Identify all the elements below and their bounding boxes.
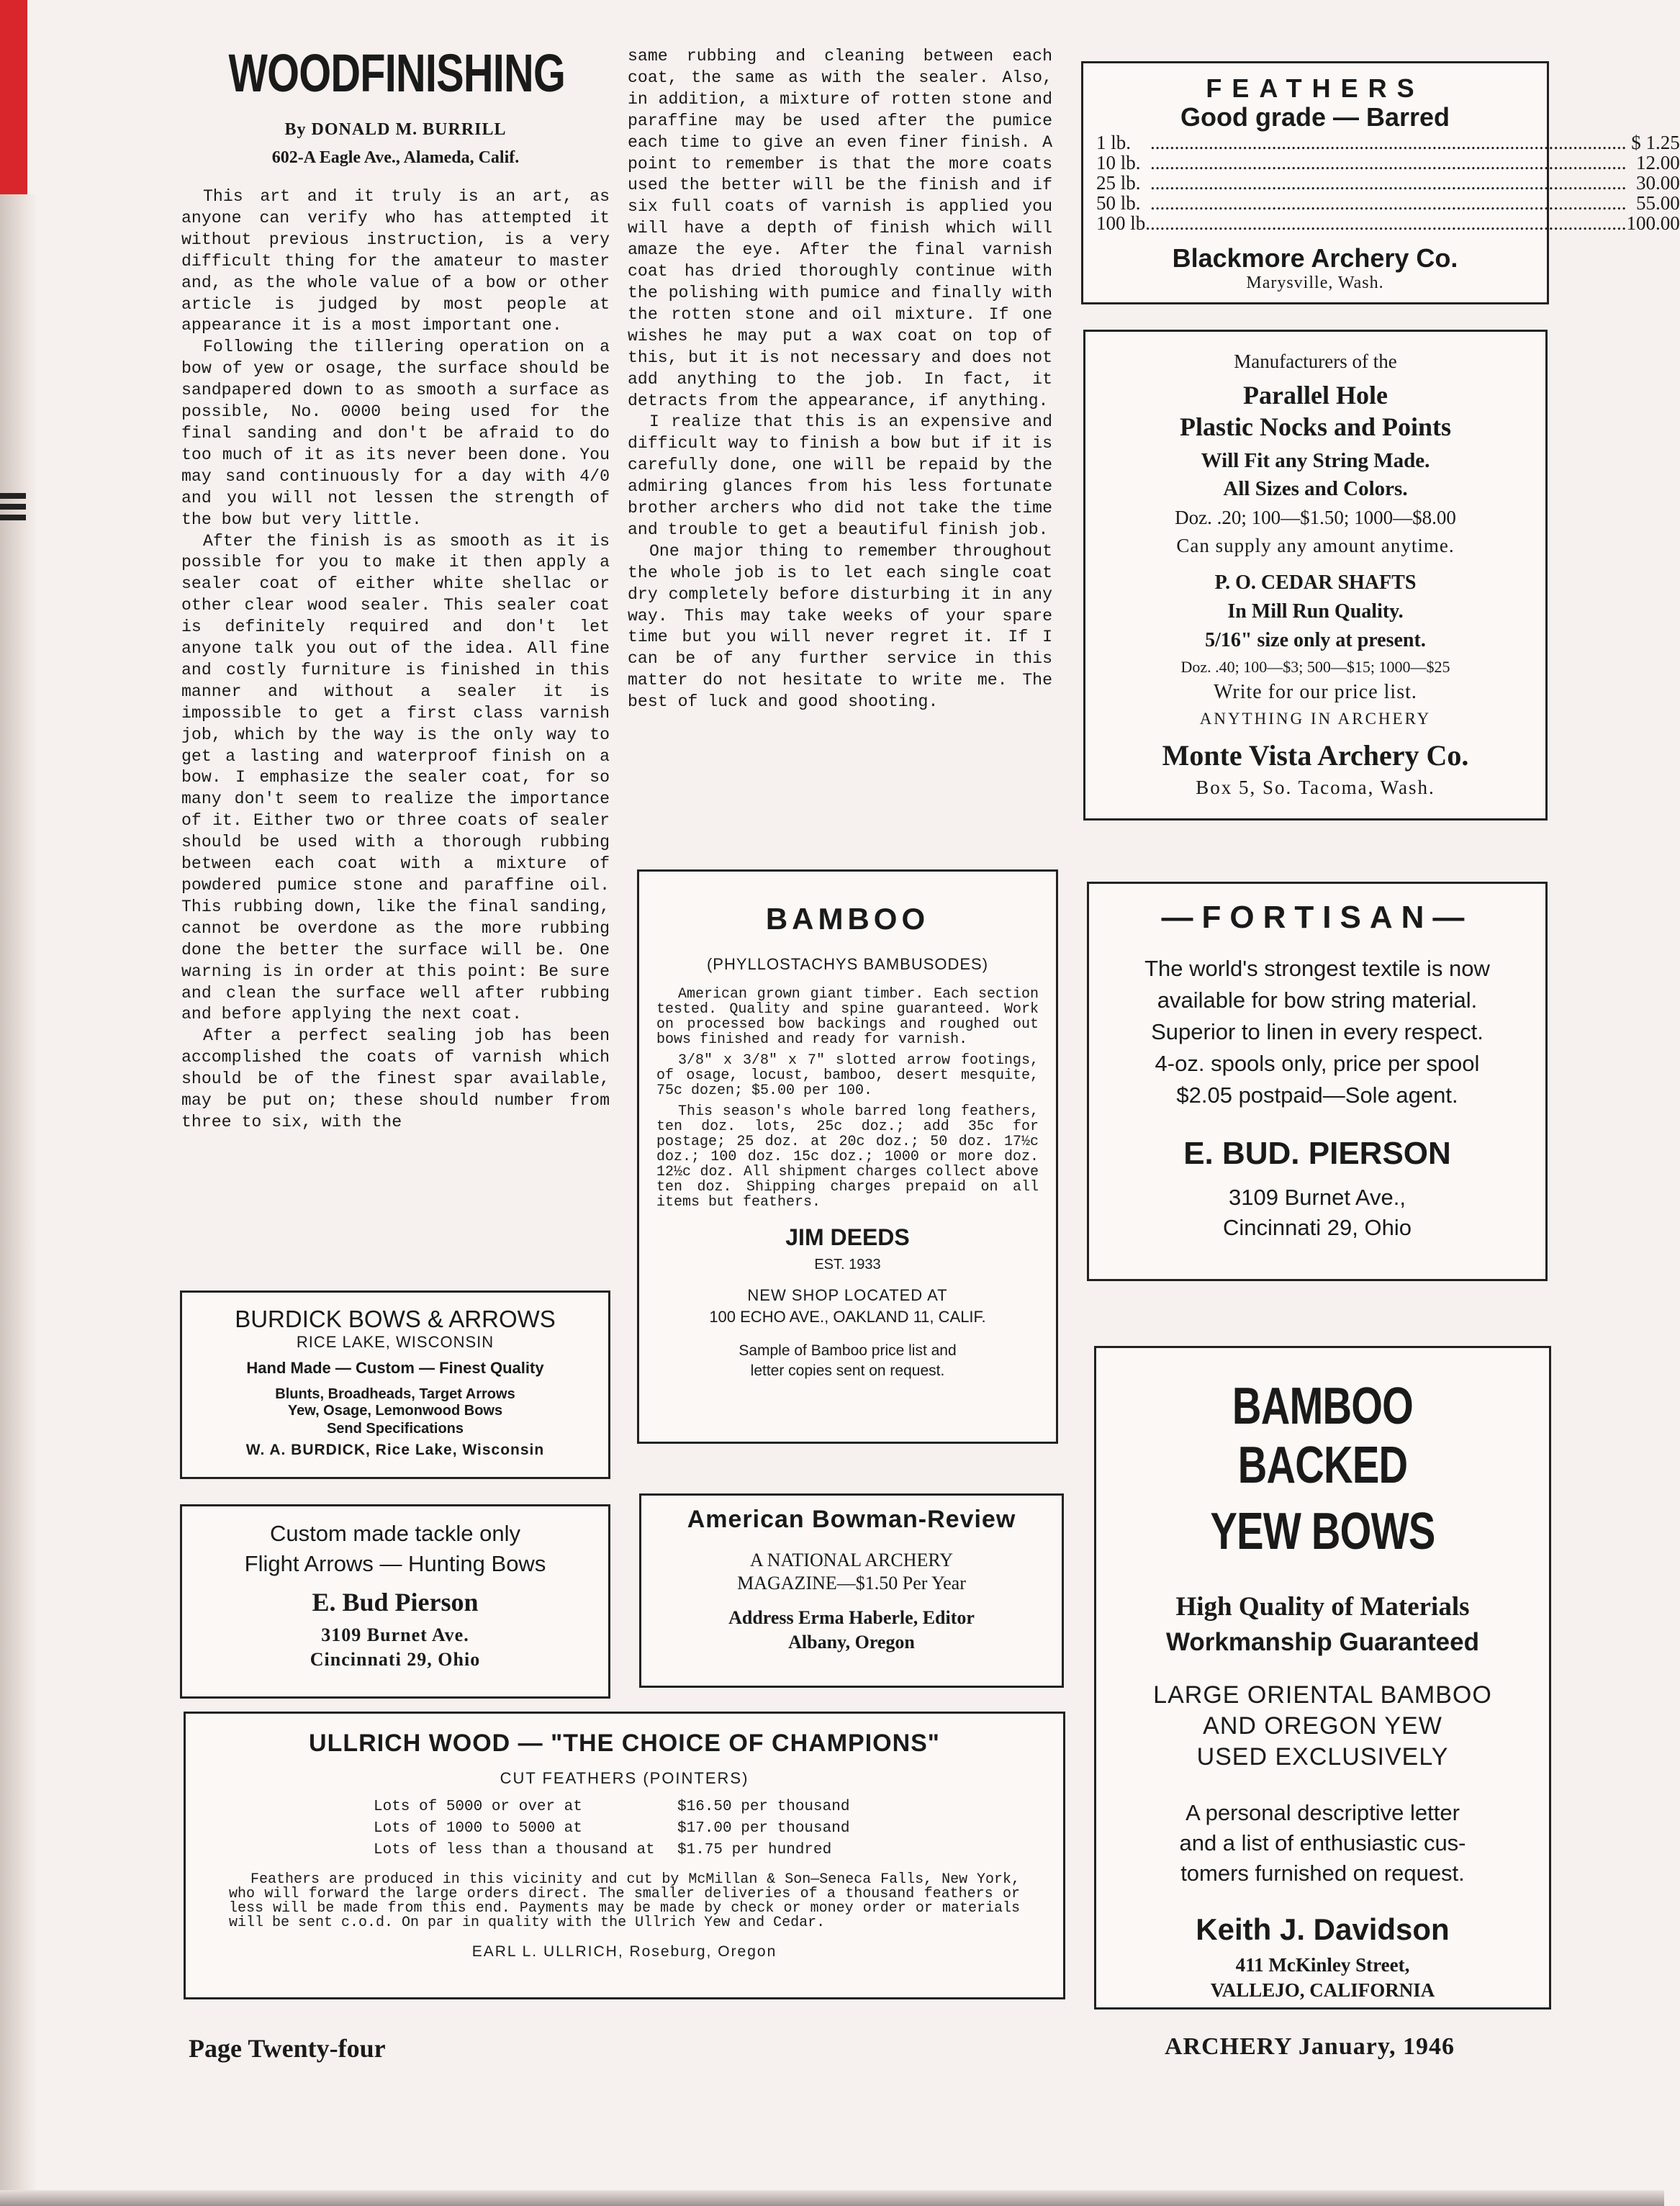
ad-american-bowman-review [639, 1493, 1064, 1688]
ad-line: In Mill Run Quality. [1227, 600, 1404, 623]
ad-line: Will Fit any String Made. [1201, 449, 1430, 472]
ad-line: All Sizes and Colors. [1223, 477, 1408, 500]
ad-heading: BURDICK BOWS & ARROWS [235, 1306, 556, 1332]
paragraph: After a perfect sealing job has been accomplished the coats of varnish which should be of the finest spar available, may be put on; these should number from three to six, with the [181, 1026, 610, 1131]
ad-line: W. A. BURDICK, Rice Lake, Wisconsin [245, 1442, 545, 1458]
lot-price: $16.50 per thousand [677, 1799, 850, 1815]
price-row [373, 1840, 850, 1861]
ad-street: 3109 Burnet Ave. [321, 1624, 469, 1645]
ad-city: RICE LAKE, WISCONSIN [296, 1333, 494, 1351]
ad-line: tomers furnished on request. [1180, 1861, 1465, 1886]
ad-city: Cincinnati 29, Ohio [1223, 1215, 1412, 1240]
ad-subheading: (PHYLLOSTACHYS BAMBUSODES) [706, 955, 989, 973]
article-woodfinishing [181, 43, 610, 1134]
ad-heading: ULLRICH WOOD — "THE CHOICE OF CHAMPIONS" [309, 1730, 940, 1757]
ad-blackmore-feathers [1081, 61, 1680, 304]
price-table [373, 1796, 850, 1861]
ad-street: 3109 Burnet Ave., [1229, 1185, 1406, 1210]
ad-line: Parallel Hole [1243, 381, 1388, 410]
paragraph: After the finish is as smooth as it is possible for you to make it then apply a sealer coat of either white shellac or other clear wood sealer. This sealer coat is definitely required and don't let anyone talk you out of the idea. All fine and costly furniture is finished in this manner and without a sealer it is impossible to get a first class varnish job, which by the way is the only way to get a lasting and waterproof finish on a bow. I emphasize the sealer coat, for so many don't seem to realize the importance of it. Either two or three coats of sealer should be used with a thorough rubbing between each coat with a mixture of powdered pumice stone and paraffine oil. This rubbing down, like the final sanding, cannot be overdone as the more rubbing done the better the surface will be. One warning is in order at this point: Be sure and clean the surface well after rubbing and before applying the next coat. [181, 531, 610, 1024]
page-bottom-edge [0, 2190, 1664, 2206]
ad-line: letter copies sent on request. [750, 1362, 945, 1379]
lot-label: Lots of 1000 to 5000 at [374, 1820, 582, 1837]
ad-burdick-bows [180, 1290, 610, 1479]
ad-line: 100 ECHO AVE., OAKLAND 11, CALIF. [709, 1308, 986, 1326]
paragraph: I realize that this is an expensive and difficult way to finish a bow but if it is carefully done, one will be repaid by the admiring glances from his less fortunate brother archers who did not take the time and trouble to get a beautiful finish job. [628, 412, 1052, 539]
price-row [373, 1796, 850, 1818]
issue-line: ARCHERY January, 1946 [1165, 2033, 1455, 2060]
weight: 25 lb. [1096, 172, 1141, 194]
ad-line: Plastic Nocks and Points [1179, 412, 1452, 441]
lot-price: $1.75 per hundred [677, 1842, 832, 1858]
ad-name: E. Bud Pierson [312, 1588, 479, 1617]
ad-heading: FEATHERS [1206, 73, 1424, 103]
ad-monte-vista [1083, 330, 1548, 821]
ad-line: Hand Made — Custom — Finest Quality [246, 1359, 544, 1377]
price: $ 1.25 [1631, 132, 1680, 153]
ad-body [656, 987, 1039, 1210]
ad-pierson-tackle [180, 1504, 610, 1699]
article-byline: By DONALD M. BURRILL [284, 120, 507, 139]
paragraph: same rubbing and cleaning between each coat, the same as with the sealer. Also, in addition, a mixture of rotten stone and paraffine may be used after the pumice each time to give an even finer finish. A point to remember is that the more coats used the better will be the finish and if six full coats of varnish is applied you will have a depth of finish which will amaze the eye. After the final varnish coat has dried thoroughly continue with the polishing with pumice and finally with the rotten stone and oil mixture. If one wishes he may put a wax coat on top of this, but it is not necessary and does not add anything to the job. In fact, it detracts from the appearance, if anything. [628, 47, 1052, 410]
weight: 100 lb. [1096, 212, 1151, 234]
ad-ullrich-wood [184, 1712, 1065, 1999]
ad-address: Box 5, So. Tacoma, Wash. [1196, 777, 1435, 798]
ad-body: Feathers are produced in this vicinity and cut by McMillan & Son—Seneca Falls, New York, who will forward the large orders direct. The smaller deliveries of a thousand feathers or less will be made from this end. Payments may be made by check or money order or materials will be sent c.o.d. On par in quality with the Ullrich Yew and Cedar. [229, 1871, 1020, 1931]
paragraph: This art and it truly is an art, as anyone can verify who has attempted it without previous instruction, is a very difficult thing for the amateur to master and, as the whole value of a bow or other article is judged by most people at appearance it is a most important one. [181, 187, 610, 335]
ad-heading: BAMBOO [765, 902, 930, 936]
ad-heading: American Bowman-Review [687, 1506, 1016, 1533]
ad-name: E. BUD. PIERSON [1183, 1136, 1451, 1171]
ad-line: Sample of Bamboo price list and [739, 1342, 957, 1359]
edge-mark [0, 515, 26, 520]
ad-line: A NATIONAL ARCHERY [749, 1550, 954, 1570]
page-edge-red-tab [0, 0, 27, 194]
ad-line: and a list of enthusiastic cus- [1179, 1830, 1466, 1855]
price-table [1096, 132, 1680, 233]
price-row [1096, 173, 1680, 193]
paragraph: One major thing to remember throughout the whole job is to let each single coat dry completely before disturbing it in any way. This may take weeks of your spare time but you will never regret it. If I can be of any further service in this matter do not hesitate to write me. The best of luck and good shooting. [628, 541, 1052, 712]
ad-line: The world's strongest textile is now [1144, 956, 1490, 981]
price: 55.00 [1636, 192, 1680, 214]
ad-line: Doz. .20; 100—$1.50; 1000—$8.00 [1175, 507, 1456, 528]
ad-city: VALLEJO, CALIFORNIA [1210, 1979, 1435, 2001]
ad-line: $2.05 postpaid—Sole agent. [1176, 1082, 1458, 1108]
ad-line: Blunts, Broadheads, Target Arrows [275, 1386, 515, 1402]
price-row [1096, 193, 1680, 213]
ad-subheading: CUT FEATHERS (POINTERS) [500, 1769, 749, 1787]
paragraph: American grown giant timber. Each section tested. Quality and spine guaranteed. Work on processed bow backings and roughed out bows finished and ready for varnish. [656, 986, 1039, 1048]
ad-line: ANYTHING IN ARCHERY [1199, 710, 1432, 728]
weight: 1 lb. [1096, 132, 1132, 153]
ad-line: Write for our price list. [1214, 681, 1417, 703]
price-row [1096, 153, 1680, 173]
ad-est: EST. 1933 [814, 1257, 881, 1272]
ad-line: Flight Arrows — Hunting Bows [244, 1551, 546, 1576]
ad-street: 411 McKinley Street, [1235, 1954, 1410, 1976]
ad-line: Workmanship Guaranteed [1165, 1628, 1479, 1656]
ad-line: Address Erma Haberle, Editor [728, 1607, 975, 1628]
ad-name: Keith J. Davidson [1196, 1912, 1450, 1946]
ad-line: 4-oz. spools only, price per spool [1155, 1051, 1480, 1076]
ad-heading: YEW BOWS [1210, 1503, 1435, 1560]
ad-line: High Quality of Materials [1175, 1592, 1470, 1622]
ad-city: Cincinnati 29, Ohio [310, 1649, 481, 1670]
price-row [373, 1818, 850, 1840]
ad-body [1089, 953, 1545, 1111]
paragraph: This season's whole barred long feathers, ten doz. lots, 25c doz.; add 35c for postage; 25 doz. at 20c doz.; 50 doz. 17½c doz.; 100 doz. 15c doz.; 1000 or more doz. 12½c doz. All shipment charges collect above ten doz. Shipping charges prepaid on all items but feathers. [656, 1103, 1039, 1211]
ad-line: Superior to linen in every respect. [1151, 1019, 1483, 1044]
price-row [1096, 132, 1680, 153]
ad-line: P. O. CEDAR SHAFTS [1214, 571, 1417, 594]
ad-line: Can supply any amount anytime. [1176, 535, 1455, 556]
lot-price: $17.00 per thousand [677, 1820, 850, 1837]
article-address: 602-A Eagle Ave., Alameda, Calif. [271, 148, 520, 167]
paragraph: 3/8" x 3/8" x 7" slotted arrow footings, of osage, locust, bamboo, desert mesquite, 75c dozen; $5.00 per 100. [656, 1052, 1039, 1099]
ad-company: Blackmore Archery Co. [1172, 243, 1458, 273]
ad-heading: BAMBOO BACKED [1232, 1378, 1414, 1494]
price: 30.00 [1636, 172, 1680, 194]
ad-bamboo-backed-yew-bows [1094, 1346, 1551, 2010]
ad-line: MAGAZINE—$1.50 Per Year [737, 1573, 966, 1594]
ad-signature: EARL L. ULLRICH, Roseburg, Oregon [471, 1943, 777, 1960]
ad-line: Doz. .40; 100—$3; 500—$15; 1000—$25 [1180, 658, 1450, 676]
weight: 10 lb. [1096, 152, 1141, 173]
ad-subheading: Good grade — Barred [1180, 102, 1450, 132]
article-column-2 [628, 46, 1052, 713]
price: 100.00 [1626, 212, 1680, 234]
ad-line: A personal descriptive letter [1186, 1800, 1460, 1825]
article-title: WOODFINISHING [228, 43, 566, 103]
ad-line: NEW SHOP LOCATED AT [747, 1286, 948, 1304]
lot-label: Lots of less than a thousand at [374, 1842, 655, 1858]
ad-fortisan [1087, 882, 1548, 1281]
edge-mark [0, 493, 26, 499]
price: 12.00 [1636, 152, 1680, 173]
ad-jim-deeds-bamboo [637, 869, 1058, 1444]
ad-heading: —FORTISAN— [1161, 900, 1473, 935]
ad-line: USED EXCLUSIVELY [1196, 1743, 1449, 1771]
page-number: Page Twenty-four [189, 2034, 386, 2063]
ad-line: Send Specifications [326, 1421, 464, 1437]
lot-label: Lots of 5000 or over at [374, 1799, 582, 1815]
ad-line: Custom made tackle only [269, 1521, 521, 1546]
ad-line: AND OREGON YEW [1203, 1712, 1442, 1740]
ad-company: Monte Vista Archery Co. [1162, 739, 1469, 772]
ad-line: Albany, Oregon [788, 1632, 915, 1653]
article-column-1 [181, 186, 610, 1134]
ad-line: Yew, Osage, Lemonwood Bows [287, 1403, 503, 1419]
weight: 50 lb. [1096, 192, 1141, 214]
ad-location: Marysville, Wash. [1246, 274, 1384, 292]
price-row [1096, 213, 1680, 233]
ad-line: 5/16" size only at present. [1205, 629, 1426, 651]
ad-line: LARGE ORIENTAL BAMBOO [1153, 1681, 1492, 1709]
paragraph: Following the tillering operation on a bow of yew or osage, the surface should be sandpapered down to as smooth a surface as possible, No. 0000 being used for the final sanding and don't be afraid to do too much of it as its never been done. You may sand continuously for a day with 4/0 and you will not lessen the strength of the bow but very little. [181, 338, 610, 529]
ad-line: Manufacturers of the [1234, 351, 1397, 372]
ad-line: available for bow string material. [1157, 987, 1478, 1013]
ad-name: JIM DEEDS [785, 1224, 910, 1250]
edge-mark [0, 504, 26, 510]
